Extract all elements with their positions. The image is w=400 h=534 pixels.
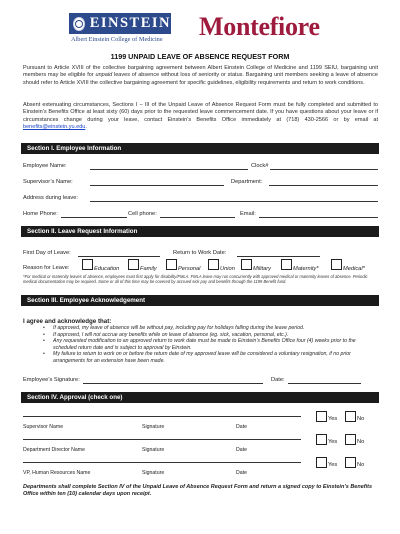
- section-1-header: Section I. Employee Information: [21, 143, 379, 154]
- home-phone-field[interactable]: [61, 211, 127, 218]
- address-label: Address during leave:: [23, 195, 79, 201]
- director-no-label: No: [357, 439, 365, 445]
- director-approval-line[interactable]: [23, 433, 301, 440]
- email-label: Email:: [240, 211, 256, 217]
- employee-signature-label: Employee’s Signature:: [23, 377, 80, 383]
- section-3-header: Section III. Employee Acknowledgement: [21, 295, 379, 306]
- agree-heading: I agree and acknowledge that:: [23, 318, 112, 325]
- hr-approval-line[interactable]: [23, 456, 301, 463]
- first-day-field[interactable]: [78, 250, 160, 257]
- reason-education-checkbox[interactable]: [82, 259, 93, 270]
- reason-maternity-checkbox[interactable]: [281, 259, 292, 270]
- einstein-wordmark: EINSTEIN: [89, 15, 171, 32]
- reason-personal-label: Personal: [178, 266, 201, 272]
- acknowledgement-item: • Any requested modification to an approved return to work date must be made to Einstein’s Benefits Office four (4) weeks prior to the scheduled return date and is subject to approval by Einstein.: [43, 338, 378, 351]
- supervisor-no-checkbox[interactable]: [345, 411, 356, 422]
- reason-military-label: Military: [253, 266, 272, 272]
- form-title: 1199 UNPAID LEAVE OF ABSENCE REQUEST FORM: [110, 52, 290, 61]
- employee-date-label: Date:: [271, 377, 285, 383]
- acknowledgement-list: [43, 325, 378, 364]
- return-date-field[interactable]: [237, 250, 320, 257]
- supervisor-yes-label: Yes: [328, 416, 338, 422]
- employee-name-field[interactable]: [90, 163, 248, 170]
- einstein-logo: [69, 13, 171, 44]
- acknowledgement-item: • My failure to return to work on or before the return date of my approved leave will be considered a voluntary resignation, if no prior arrangements for an extension have been made.: [43, 351, 378, 364]
- home-phone-label: Home Phone:: [23, 211, 58, 217]
- clock-number-field[interactable]: [270, 163, 378, 170]
- section-4-header: Section IV. Approval (check one): [21, 392, 379, 403]
- director-no-checkbox[interactable]: [345, 434, 356, 445]
- supervisor-name-label: Supervisor’s Name:: [23, 179, 73, 185]
- cell-phone-label: Cell phone:: [128, 211, 157, 217]
- director-date-caption: Date: [236, 447, 247, 453]
- montefiore-logo: Montefiore: [199, 12, 320, 41]
- supervisor-name-caption: Supervisor Name: [23, 424, 64, 430]
- department-field[interactable]: [269, 179, 378, 186]
- director-yes-checkbox[interactable]: [316, 434, 327, 445]
- reason-maternity-label: Maternity*: [293, 266, 319, 272]
- supervisor-date-caption: Date: [236, 424, 247, 430]
- director-yes-label: Yes: [328, 439, 338, 445]
- reason-medical-checkbox[interactable]: [331, 259, 342, 270]
- hr-yes-checkbox[interactable]: [316, 457, 327, 468]
- address-field[interactable]: [90, 195, 378, 202]
- reason-union-label: Union: [220, 266, 235, 272]
- director-signature-caption: Signature: [142, 447, 165, 453]
- reason-family-label: Family: [140, 266, 157, 272]
- employee-date-field[interactable]: [288, 377, 361, 384]
- hr-signature-caption: Signature: [142, 470, 165, 476]
- reason-military-checkbox[interactable]: [241, 259, 252, 270]
- benefits-email-link[interactable]: benefits@einstein.yu.edu: [23, 124, 86, 131]
- reason-education-label: Education: [94, 266, 120, 272]
- cell-phone-field[interactable]: [160, 211, 235, 218]
- hr-no-label: No: [357, 462, 365, 468]
- einstein-logo-bar: [69, 13, 171, 34]
- hr-name-caption: VP, Human Resources Name: [23, 470, 91, 476]
- department-label: Department:: [231, 179, 263, 185]
- clock-number-label: Clock#: [251, 163, 269, 169]
- supervisor-no-label: No: [357, 416, 365, 422]
- first-day-label: First Day of Leave:: [23, 250, 71, 256]
- intro-paragraph-1: Pursuant to Article XVIII of the collective bargaining agreement between Albert Einstein College of Medicine and 1199 SEIU, bargaining unit members may be eligible for unpaid leaves of absence without loss of seniority or status. Bargaining unit members seeking a leave of absence should refer to Article XVIII the collective bargaining agreement for specific guidelines, eligibility requirements and return to work conditions.: [23, 65, 378, 86]
- supervisor-name-field[interactable]: [90, 179, 224, 186]
- hr-no-checkbox[interactable]: [345, 457, 356, 468]
- reason-personal-checkbox[interactable]: [166, 259, 177, 270]
- supervisor-signature-caption: Signature: [142, 424, 165, 430]
- reason-medical-label: Medical*: [343, 266, 365, 272]
- footer-instructions: Departments shall complete Section IV of the Unpaid Leave of Absence Request Form and return a signed copy to Einstein’s Benefits Office within ten (10) calendar days upon receipt.: [23, 484, 373, 498]
- section-2-header: Section II. Leave Request Information: [21, 226, 379, 237]
- director-name-caption: Department Director Name: [23, 447, 85, 453]
- reason-family-checkbox[interactable]: [128, 259, 139, 270]
- employee-signature-field[interactable]: [83, 377, 263, 384]
- employee-name-label: Employee Name:: [23, 163, 67, 169]
- medical-leave-note: *For medical or maternity leaves of absence, employees must first apply for disability/FMLA. FMLA leave may run concurrently with approved medical or maternity leaves of absence. Periodic medical documentation may be required. Some or all of this time may be covered by accrued sick pay and benefits through the 1199 Benefit fund.: [23, 274, 368, 285]
- return-date-label: Return to Work Date:: [173, 250, 227, 256]
- einstein-subtitle: Albert Einstein College of Medicine: [71, 36, 163, 43]
- supervisor-approval-line[interactable]: [23, 410, 301, 417]
- reason-union-checkbox[interactable]: [208, 259, 219, 270]
- hr-date-caption: Date: [236, 470, 247, 476]
- hr-yes-label: Yes: [328, 462, 338, 468]
- email-field[interactable]: [259, 211, 378, 218]
- supervisor-yes-checkbox[interactable]: [316, 411, 327, 422]
- acknowledgement-item: • If approved, my leave of absence will be without pay, including pay for holidays falling during the leave period.: [43, 325, 378, 332]
- reason-label: Reason for Leave:: [23, 265, 70, 271]
- college-seal-icon: [73, 17, 85, 31]
- acknowledgement-item: • If approved, I will not accrue any benefits while on leave of absence (eg. sick, vacation, personal, etc.).: [43, 332, 378, 339]
- intro-paragraph-2: Absent extenuating circumstances, Sections I – III of the Unpaid Leave of Absence Request Form must be fully completed and submitted to Einstein’s Benefits Office at least sixty (60) days prior to the requested leave commencement date. If you have questions about your leave or if circumstances change during your leave, contact Einstein’s Benefits Office immediately at (718) 430-2566 or by email at benefits@einstein.yu.edu.: [23, 102, 378, 131]
